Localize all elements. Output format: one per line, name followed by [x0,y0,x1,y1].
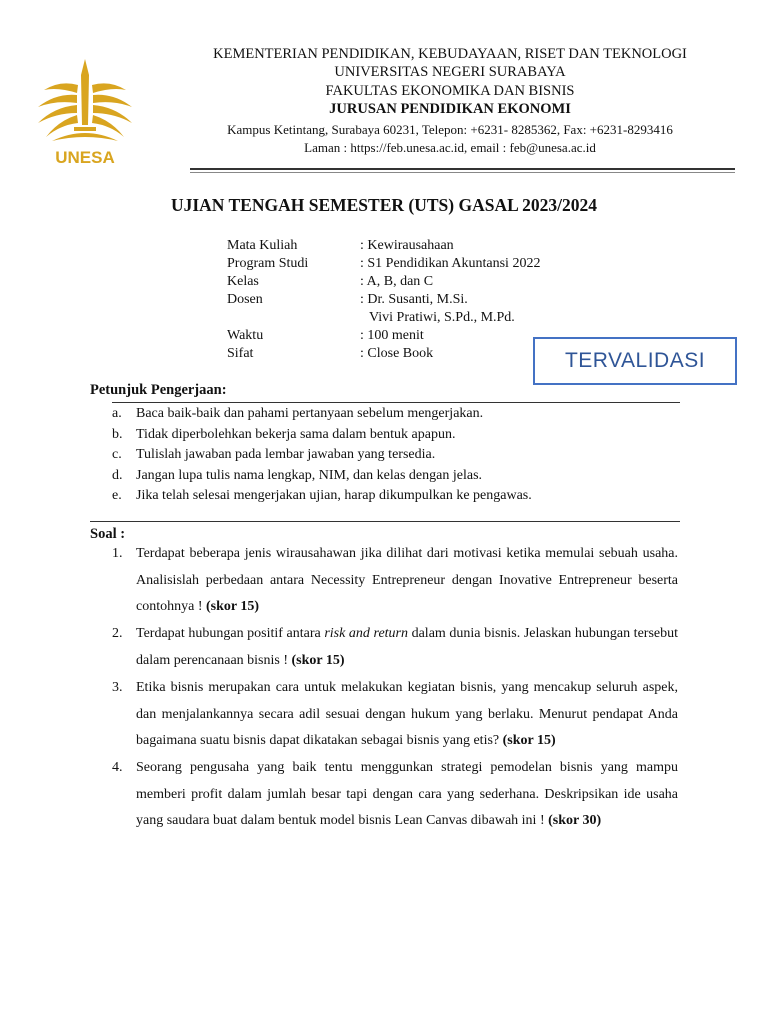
instruction-item [112,467,482,485]
instruction-marker: c. [112,447,122,462]
question-body: Terdapat beberapa jenis wirausahawan jika dilihat dari motivasi ketika memulai sebuah usaha. Analisislah perbedaan antara Necessity Entrepreneur dengan Inovative Entrepreneur beserta contohnya ! [136,546,678,614]
questions-heading: Soal : [90,526,126,542]
question-body-cont: dalam dunia bisnis. Jelaskan hubungan tersebut dalam perencanaan bisnis ! [136,626,678,668]
department-name: JURUSAN PENDIDIKAN EKONOMI [329,101,571,117]
question-body: Etika bisnis merupakan cara untuk melakukan kegiatan bisnis, yang mencakup seluruh aspek, dan menjalankannya secara adil sesuai dengan hukum yang berlaku. Menurut pendapat Anda bagaimana suatu bisnis dapat dikatakan sebagai bisnis yang etis? [136,680,678,748]
question-number: 3. [112,680,123,695]
question-score: (skor 30) [548,813,602,828]
info-label: Program Studi [227,256,309,271]
instruction-item [112,487,532,505]
instruction-marker: b. [112,426,123,442]
header-divider-thin [190,172,735,173]
instruction-item [112,405,483,423]
instructions-heading: Petunjuk Pengerjaan: [90,382,227,398]
question-emphasis: risk and return [324,626,408,641]
logo-text: UNESA [55,148,115,167]
info-label: Kelas [227,274,259,289]
ministry-name: KEMENTERIAN PENDIDIKAN, KEBUDAYAAN, RISET DAN TEKNOLOGI [213,46,687,62]
validation-stamp: TERVALIDASI [533,337,737,385]
info-label: Sifat [227,346,254,361]
faculty-name: FAKULTAS EKONOMIKA DAN BISNIS [325,83,575,99]
instruction-marker: a. [112,406,122,421]
info-label: Dosen [227,292,263,307]
question-text [136,755,678,835]
unesa-logo [30,55,140,170]
website: Laman : https://feb.unesa.ac.id, email : feb@unesa.ac.id [304,140,596,155]
instruction-text: Jika telah selesai mengerjakan ujian, harap dikumpulkan ke pengawas. [136,488,532,503]
exam-title: UJIAN TENGAH SEMESTER (UTS) GASAL 2023/2024 [170,195,598,215]
question-score: (skor 15) [502,733,556,748]
question-text [136,621,678,674]
info-value: Vivi Pratiwi, S.Pd., M.Pd. [369,310,515,325]
question-text [136,675,678,755]
info-value: : Close Book [360,346,434,361]
instruction-item [112,446,435,464]
info-value: : Kewirausahaan [360,238,454,253]
instructions-bottom-divider [90,521,680,522]
question-number: 2. [112,626,123,641]
question-number: 4. [112,760,123,775]
instruction-text: Tulislah jawaban pada lembar jawaban yang tersedia. [136,447,436,462]
question-text [136,541,678,621]
university-name: UNIVERSITAS NEGERI SURABAYA [334,64,566,80]
instructions-divider [112,402,680,403]
question-item [112,541,678,621]
question-score: (skor 15) [291,652,345,668]
info-value: : 100 menit [360,328,424,343]
instruction-marker: e. [112,488,122,503]
instruction-text: Baca baik-baik dan pahami pertanyaan sebelum mengerjakan. [136,406,484,421]
instruction-text: Tidak diperbolehkan bekerja sama dalam bentuk apapun. [136,426,456,442]
question-body: Terdapat hubungan positif antara [136,626,325,641]
address: Kampus Ketintang, Surabaya 60231, Telepon: +6231- 8285362, Fax: +6231-8293416 [227,122,673,137]
question-item [112,755,678,835]
instruction-item [112,426,455,444]
header-divider [190,168,735,170]
info-value: : A, B, dan C [360,274,434,289]
info-label: Mata Kuliah [227,238,298,253]
question-number: 1. [112,546,123,561]
instruction-marker: d. [112,467,123,483]
info-value: : S1 Pendidikan Akuntansi 2022 [360,256,541,271]
instruction-text: Jangan lupa tulis nama lengkap, NIM, dan kelas dengan jelas. [136,467,483,483]
info-value: : Dr. Susanti, M.Si. [360,292,468,307]
question-body: Seorang pengusaha yang baik tentu menggunkan strategi pemodelan bisnis yang mampu memberi profit dalam jumlah besar tapi dengan cara yang sederhana. Deskripsikan ide usaha yang saudara buat dalam bentuk model bisnis Lean Canvas dibawah ini ! [136,760,678,828]
question-score: (skor 15) [205,599,260,614]
info-label: Waktu [227,328,264,343]
question-item [112,621,678,674]
question-item [112,675,678,755]
